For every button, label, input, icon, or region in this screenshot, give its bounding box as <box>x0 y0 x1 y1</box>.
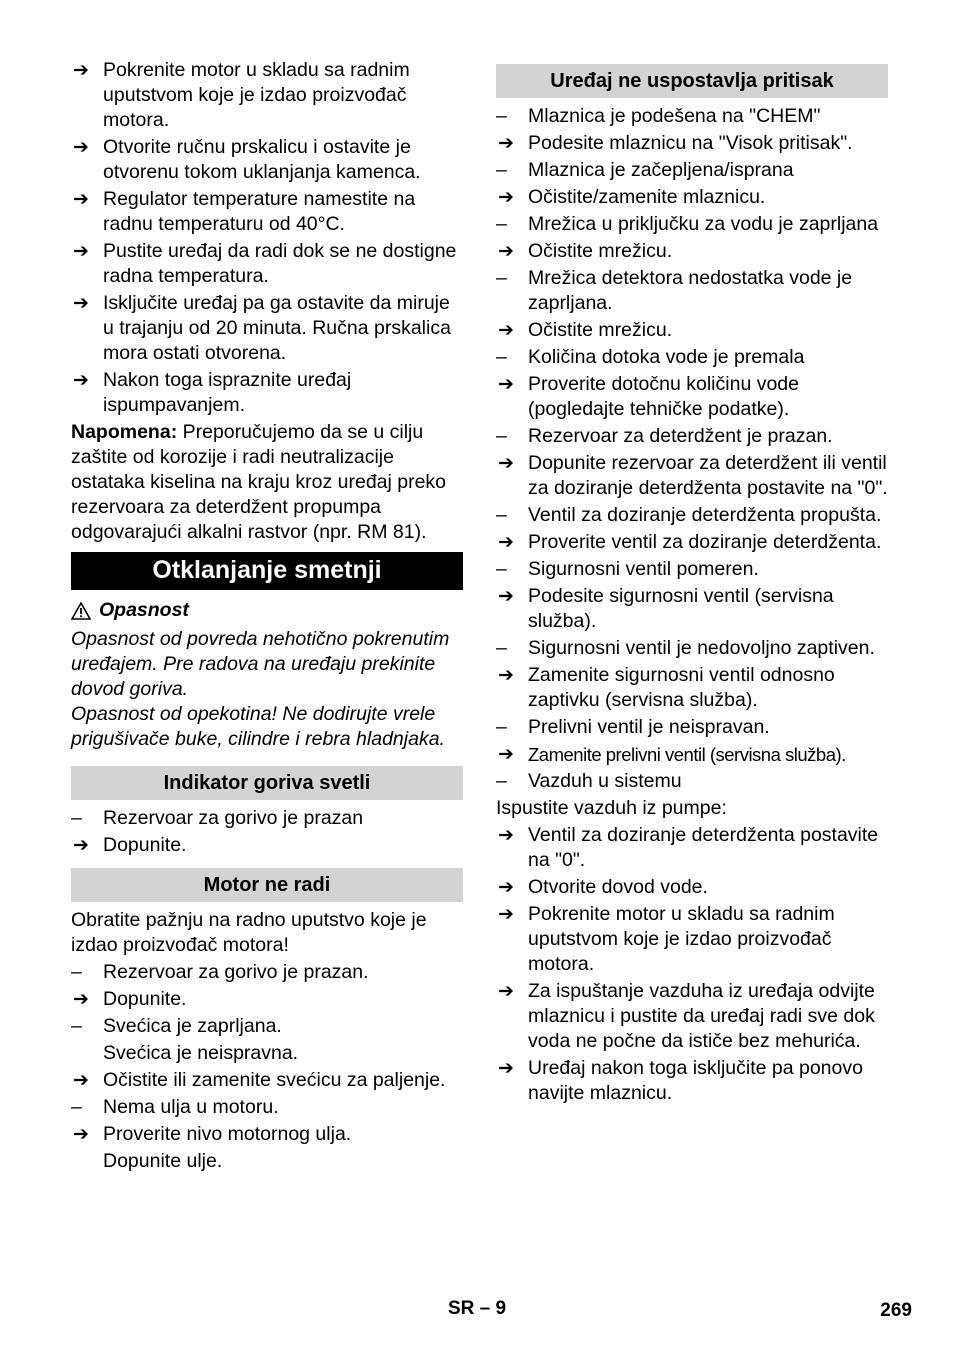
intro-steps <box>71 58 463 418</box>
list-item-text: Proverite dotočnu količinu vode (pogledajte tehničke podatke). <box>528 373 799 420</box>
fuel-indicator-list <box>71 806 463 858</box>
list-item-text: Nema ulja u motoru. <box>103 1096 279 1118</box>
list-item-text: Očistite mrežicu. <box>528 240 673 262</box>
list-item-text: Uređaj nakon toga isključite pa ponovo navijte mlaznicu. <box>528 1057 863 1104</box>
list-item <box>496 875 888 900</box>
list-item-text: Očistite/zamenite mlaznicu. <box>528 186 766 208</box>
arrow-right-icon: ➔ <box>73 989 89 1010</box>
list-item <box>496 636 888 661</box>
dash-bullet-icon: – <box>496 213 507 235</box>
list-item-text: Mlaznica je začepljena/isprana <box>528 159 794 181</box>
list-item-text: Pustite uređaj da radi dok se ne dostigne radna temperatura. <box>103 240 457 287</box>
list-item <box>71 58 463 133</box>
list-item-text: Pokrenite motor u skladu sa radnim uputstvom koje je izdao proizvođač motora. <box>528 903 835 975</box>
motor-not-running-heading: Motor ne radi <box>71 868 463 902</box>
list-item-text: Za ispuštanje vazduha iz uređaja odvijte mlaznicu i pustite da uređaj radi sve dok voda ne počne da ističe bez mehurića. <box>528 980 875 1052</box>
list-item-text: Proverite ventil za doziranje deterdženta. <box>528 531 882 553</box>
list-item-text: Dopunite ulje. <box>103 1150 223 1172</box>
footer-page-number: 269 <box>880 1300 912 1321</box>
list-item-text: Prelivni ventil je neispravan. <box>528 716 770 738</box>
list-item-text: Vazduh u sistemu <box>528 770 682 792</box>
list-item-text: Ventil za doziranje deterdženta propušta. <box>528 504 882 526</box>
list-item-text: Zamenite prelivni ventil (servisna služba). <box>528 744 846 765</box>
no-pressure-list <box>496 104 888 794</box>
list-item-text: Isključite uređaj pa ga ostavite da miruje u trajanju od 20 minuta. Ručna prskalica mora ostati otvorena. <box>103 292 451 364</box>
list-item-text: Ventil za doziranje deterdženta postavite na "0". <box>528 824 879 871</box>
dash-bullet-icon: – <box>496 637 507 659</box>
arrow-right-icon: ➔ <box>73 835 89 856</box>
arrow-right-icon: ➔ <box>498 586 514 607</box>
list-item-text: Podesite sigurnosni ventil (servisna služba). <box>528 585 834 632</box>
arrow-right-icon: ➔ <box>498 187 514 208</box>
list-item-text: Očistite ili zamenite svećicu za paljenje. <box>103 1069 446 1091</box>
arrow-right-icon: ➔ <box>498 904 514 925</box>
list-item <box>71 135 463 185</box>
dash-bullet-icon: – <box>71 961 82 983</box>
footer-language-page: SR – 9 <box>448 1298 507 1319</box>
list-item <box>496 715 888 740</box>
list-item <box>71 187 463 237</box>
list-item-text: Regulator temperature namestite na radnu temperaturu od 40°C. <box>103 188 416 235</box>
list-item-text: Proverite nivo motornog ulja. <box>103 1123 352 1145</box>
list-item <box>71 368 463 418</box>
list-item <box>71 833 463 858</box>
list-item-text: Sigurnosni ventil je nedovoljno zaptiven. <box>528 637 875 659</box>
list-item <box>496 131 888 156</box>
arrow-right-icon: ➔ <box>498 665 514 686</box>
note-paragraph <box>71 420 463 545</box>
list-item <box>71 1149 463 1174</box>
warning-line-1: Opasnost od povreda nehotično pokrenutim uređajem. Pre radova na uređaju prekinite dovod goriva. <box>71 628 450 700</box>
list-item <box>71 1041 463 1066</box>
list-item <box>496 769 888 794</box>
list-item-text: Otvorite dovod vode. <box>528 876 708 898</box>
list-item-text: Svećica je neispravna. <box>103 1042 299 1064</box>
list-item <box>496 239 888 264</box>
list-item <box>496 1056 888 1106</box>
arrow-right-icon: ➔ <box>498 744 514 765</box>
arrow-right-icon: ➔ <box>73 1124 89 1145</box>
list-item <box>71 806 463 831</box>
arrow-right-icon: ➔ <box>498 1058 514 1079</box>
arrow-right-icon: ➔ <box>498 532 514 553</box>
list-item-text: Dopunite rezervoar za deterdžent ili ventil za doziranje deterdženta postavite na "0". <box>528 452 888 499</box>
list-item <box>496 584 888 634</box>
dash-bullet-icon: – <box>496 716 507 738</box>
list-item-text: Sigurnosni ventil pomeren. <box>528 558 759 580</box>
arrow-right-icon: ➔ <box>498 374 514 395</box>
list-item <box>496 742 888 767</box>
dash-bullet-icon: – <box>496 267 507 289</box>
list-item <box>496 557 888 582</box>
arrow-right-icon: ➔ <box>73 60 89 81</box>
list-item-text: Nakon toga ispraznite uređaj ispumpavanjem. <box>103 369 352 416</box>
fuel-indicator-heading: Indikator goriva svetli <box>71 766 463 800</box>
list-item <box>71 291 463 366</box>
motor-not-running-intro: Obratite pažnju na radno uputstvo koje je izdao proizvođač motora! <box>71 909 427 956</box>
arrow-right-icon: ➔ <box>498 453 514 474</box>
list-item-text: Zamenite sigurnosni ventil odnosno zaptivku (servisna služba). <box>528 664 835 711</box>
arrow-right-icon: ➔ <box>73 189 89 210</box>
list-item <box>496 451 888 501</box>
list-item-text: Svećica je zaprljana. <box>103 1015 282 1037</box>
arrow-right-icon: ➔ <box>498 825 514 846</box>
list-item-text: Količina dotoka vode je premala <box>528 346 805 368</box>
dash-bullet-icon: – <box>496 425 507 447</box>
arrow-right-icon: ➔ <box>73 293 89 314</box>
list-item-text: Rezervoar za gorivo je prazan. <box>103 961 369 983</box>
dash-bullet-icon: – <box>71 1015 82 1037</box>
list-item <box>496 902 888 977</box>
list-item-text: Dopunite. <box>103 834 187 856</box>
list-item <box>496 424 888 449</box>
air-steps-list <box>496 823 888 1106</box>
warning-heading <box>71 598 463 623</box>
air-intro: Ispustite vazduh iz pumpe: <box>496 797 727 819</box>
dash-bullet-icon: – <box>71 1096 82 1118</box>
dash-bullet-icon: – <box>496 504 507 526</box>
list-item <box>496 372 888 422</box>
list-item-text: Mrežica u priključku za vodu je zaprljana <box>528 213 879 235</box>
warning-triangle-icon <box>71 602 91 620</box>
list-item <box>496 979 888 1054</box>
arrow-right-icon: ➔ <box>498 241 514 262</box>
arrow-right-icon: ➔ <box>73 1070 89 1091</box>
list-item <box>496 185 888 210</box>
no-pressure-heading: Uređaj ne uspostavlja pritisak <box>496 64 888 98</box>
arrow-right-icon: ➔ <box>498 877 514 898</box>
section-title: Otklanjanje smetnji <box>71 552 463 590</box>
arrow-right-icon: ➔ <box>498 320 514 341</box>
arrow-right-icon: ➔ <box>73 370 89 391</box>
list-item <box>71 1068 463 1093</box>
list-item <box>496 212 888 237</box>
list-item <box>496 530 888 555</box>
list-item <box>71 1014 463 1039</box>
list-item <box>496 266 888 316</box>
list-item <box>71 1095 463 1120</box>
list-item <box>71 960 463 985</box>
list-item-text: Podesite mlaznicu na "Visok pritisak". <box>528 132 853 154</box>
warning-heading-text: Opasnost <box>99 599 189 621</box>
list-item-text: Dopunite. <box>103 988 187 1010</box>
motor-not-running-list <box>71 960 463 1174</box>
list-item-text: Mlaznica je podešena na "CHEM" <box>528 105 821 127</box>
list-item <box>496 823 888 873</box>
arrow-right-icon: ➔ <box>498 981 514 1002</box>
right-column <box>496 58 888 1108</box>
list-item-text: Otvorite ručnu prskalicu i ostavite je otvorenu tokom uklanjanja kamenca. <box>103 136 421 183</box>
list-item-text: Rezervoar za deterdžent je prazan. <box>528 425 833 447</box>
list-item-text: Pokrenite motor u skladu sa radnim uputstvom koje je izdao proizvođač motora. <box>103 59 410 131</box>
note-label: Napomena: <box>71 421 178 443</box>
list-item <box>496 503 888 528</box>
list-item <box>496 158 888 183</box>
list-item <box>71 987 463 1012</box>
warning-line-2: Opasnost od opekotina! Ne dodirujte vrele prigušivače buke, cilindre i rebra hladnjaka. <box>71 703 445 750</box>
list-item <box>496 663 888 713</box>
dash-bullet-icon: – <box>496 159 507 181</box>
list-item <box>71 239 463 289</box>
dash-bullet-icon: – <box>496 558 507 580</box>
dash-bullet-icon: – <box>496 346 507 368</box>
arrow-right-icon: ➔ <box>73 137 89 158</box>
dash-bullet-icon: – <box>71 807 82 829</box>
list-item <box>496 104 888 129</box>
note-text: Preporučujemo da se u cilju zaštite od korozije i radi neutralizacije ostataka kiselina na kraju kroz uređaj preko rezervoara za deterdžent propumpa odgovarajući alkalni rastvor (npr. RM 81). <box>71 421 447 543</box>
dash-bullet-icon: – <box>496 770 507 792</box>
left-column <box>71 58 463 1176</box>
list-item <box>71 1122 463 1147</box>
list-item <box>496 345 888 370</box>
list-item-text: Mrežica detektora nedostatka vode je zaprljana. <box>528 267 853 314</box>
list-item-text: Rezervoar za gorivo je prazan <box>103 807 364 829</box>
arrow-right-icon: ➔ <box>498 133 514 154</box>
list-item <box>496 318 888 343</box>
arrow-right-icon: ➔ <box>73 241 89 262</box>
list-item-text: Očistite mrežicu. <box>528 319 673 341</box>
dash-bullet-icon: – <box>496 105 507 127</box>
